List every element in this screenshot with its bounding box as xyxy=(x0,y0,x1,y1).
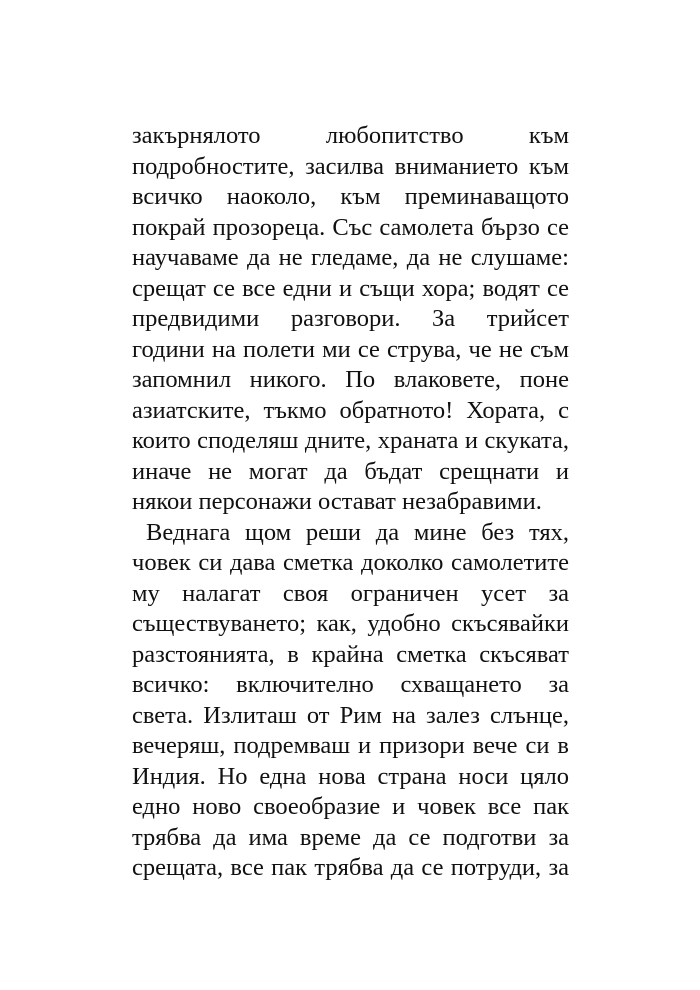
text-line: покрай прозореца. Със самолета бързо се xyxy=(132,213,569,241)
text-line: вечеряш, подремваш и призори вече си в xyxy=(132,732,569,759)
text-line: подробностите, засилва вниманието към xyxy=(132,152,569,180)
text-line: човек си дава сметка доколко самолетите xyxy=(132,549,569,576)
text-line: разстоянията, в крайна сметка скъсяват xyxy=(132,640,569,668)
text-line: Веднага щом реши да мине без тях, xyxy=(146,518,569,546)
text-line: света. Излиташ от Рим на залез слънце, xyxy=(132,701,569,729)
text-line: години на полети ми се струва, че не съм xyxy=(132,335,569,363)
text-line: трябва да има време да се подготви за xyxy=(132,823,569,851)
text-line: азиатските, тъкмо обратното! Хората, с xyxy=(132,396,569,424)
text-line: му налагат своя ограничен усет за xyxy=(132,579,569,607)
text-line: някои персонажи остават незабравими. xyxy=(132,488,542,515)
text-line: срещат се все едни и същи хора; водят се xyxy=(132,274,569,302)
text-line: Индия. Но една нова страна носи цяло xyxy=(132,762,569,790)
text-line: научаваме да не гледаме, да не слушаме: xyxy=(132,244,569,271)
paragraph-1 xyxy=(132,121,569,518)
text-line: запомнил никого. По влаковете, поне xyxy=(132,366,569,393)
text-line: закърнялото любопитство към xyxy=(132,122,569,149)
body-text xyxy=(132,121,569,884)
text-line: всичко: включително схващането за xyxy=(132,671,569,698)
text-line: предвидими разговори. За трийсет xyxy=(132,305,569,332)
text-line: срещата, все пак трябва да се потруди, за xyxy=(132,854,569,881)
text-line: всичко наоколо, към преминаващото xyxy=(132,183,569,210)
paragraph-2 xyxy=(132,518,569,884)
text-line: които споделяш дните, храната и скуката, xyxy=(132,427,569,454)
text-line: едно ново своеобразие и човек все пак xyxy=(132,793,569,820)
text-line: съществуването; как, удобно скъсявайки xyxy=(132,610,569,637)
text-line: иначе не могат да бъдат срещнати и xyxy=(132,457,569,485)
